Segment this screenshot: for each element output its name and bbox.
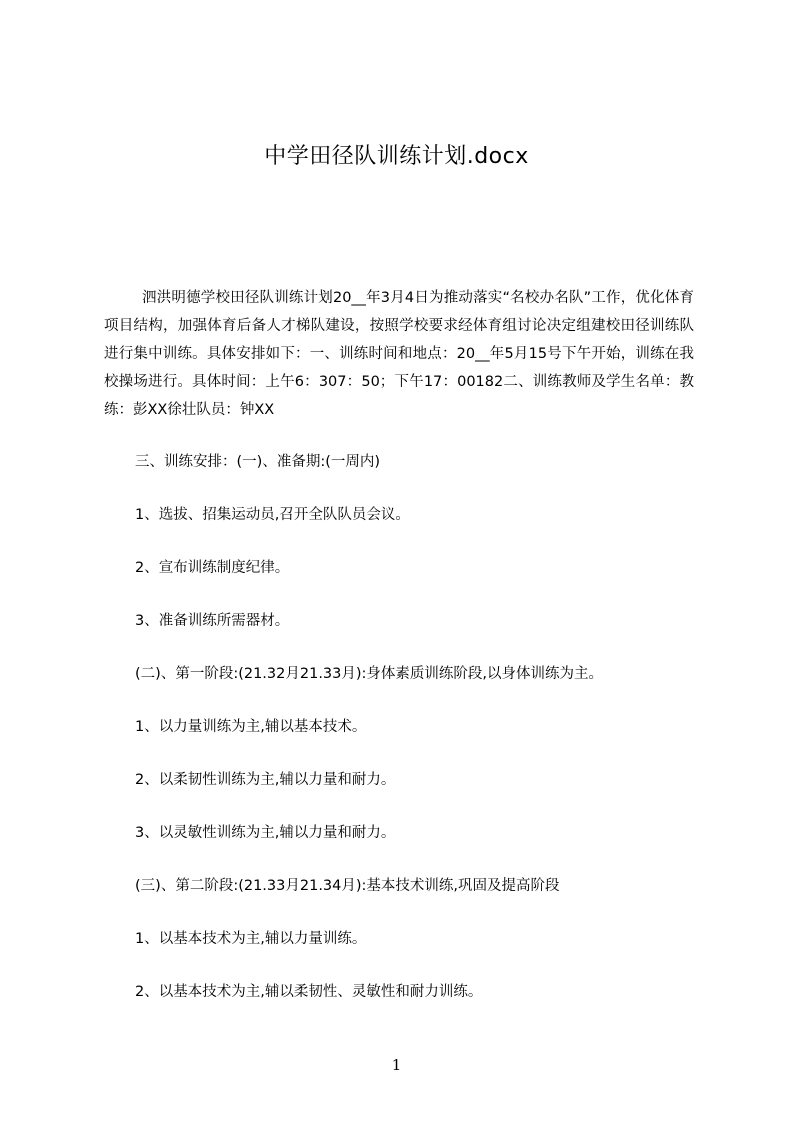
section-three-heading: 三、训练安排：(一)、准备期:(一周内) — [135, 454, 381, 470]
list-item: 1、以基本技术为主,辅以力量训练。 — [135, 931, 367, 947]
list-item: 2、以柔韧性训练为主,辅以力量和耐力。 — [135, 772, 396, 788]
list-item: 3、准备训练所需器材。 — [135, 613, 290, 629]
stage-one-heading: (二)、第一阶段:(21.32月21.33月):身体素质训练阶段,以身体训练为主。 — [135, 666, 604, 682]
list-item: 2、宣布训练制度纪律。 — [135, 560, 290, 576]
document-title: 中学田径队训练计划.docx — [264, 144, 529, 169]
list-item: 1、以力量训练为主,辅以基本技术。 — [135, 719, 367, 735]
page-number: 1 — [391, 1056, 402, 1074]
list-item: 2、以基本技术为主,辅以柔韧性、灵敏性和耐力训练。 — [135, 984, 483, 1000]
intro-paragraph: 泗洪明德学校田径队训练计划20__年3月4日为推动落实“名校办名队”工作，优化体育项目结构，加强体育后备人才梯队建设，按照学校要求经体育组讨论决定组建校田径训练队进行集中训练。具体安排如下：一、训练时间和地点：20__年5月15号下午开始，训练在我校操场进行。具体时间：上午6：307：50；下午17：00182二、训练教师及学生名单：教练：彭XX徐壮队员：钟XX — [104, 290, 694, 418]
list-item: 1、选拔、招集运动员,召开全队队员会议。 — [135, 507, 410, 523]
stage-two-heading: (三)、第二阶段:(21.33月21.34月):基本技术训练,巩固及提高阶段 — [135, 878, 560, 894]
list-item: 3、以灵敏性训练为主,辅以力量和耐力。 — [135, 825, 396, 841]
